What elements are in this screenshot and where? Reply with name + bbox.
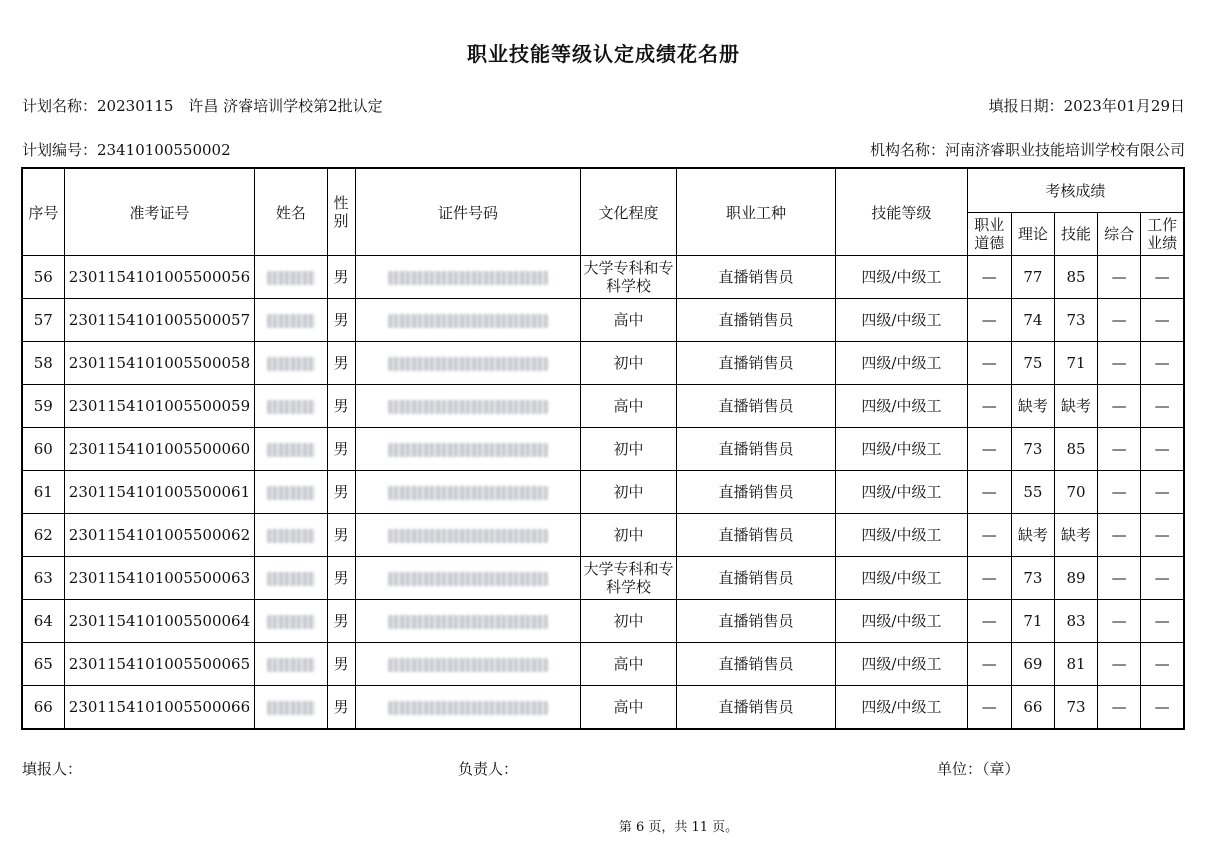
cell-education: 大学专科和专科学校 <box>581 256 676 299</box>
cell-level: 四级/中级工 <box>836 299 967 342</box>
redacted-name-cell <box>255 600 327 643</box>
cell-education: 高中 <box>581 385 676 428</box>
cell-gender: 男 <box>327 557 355 600</box>
table-row <box>22 428 1184 471</box>
cell-performance: — <box>1141 600 1184 643</box>
cell-education: 初中 <box>581 471 676 514</box>
cell-theory: 缺考 <box>1011 385 1054 428</box>
cell-education: 初中 <box>581 342 676 385</box>
cell-ticket: 2301154101005500058 <box>64 342 255 385</box>
cell-education: 初中 <box>581 600 676 643</box>
redacted-id-cell <box>355 600 581 643</box>
cell-level: 四级/中级工 <box>836 514 967 557</box>
cell-occupation: 直播销售员 <box>676 428 836 471</box>
cell-level: 四级/中级工 <box>836 557 967 600</box>
cell-performance: — <box>1141 686 1184 730</box>
cell-gender: 男 <box>327 428 355 471</box>
cell-theory: 69 <box>1011 643 1054 686</box>
cell-ethics: — <box>967 342 1011 385</box>
redacted-id-cell <box>355 256 581 299</box>
cell-overall: — <box>1098 471 1141 514</box>
org-value: 河南济睿职业技能培训学校有限公司 <box>944 141 1185 159</box>
cell-occupation: 直播销售员 <box>676 471 836 514</box>
cell-theory: 75 <box>1011 342 1054 385</box>
redaction-blur <box>388 529 548 543</box>
cell-skill: 85 <box>1054 256 1097 299</box>
redaction-blur <box>388 615 548 629</box>
redacted-name-cell <box>255 514 327 557</box>
cell-gender: 男 <box>327 600 355 643</box>
redacted-name-cell <box>255 428 327 471</box>
header-scores: 考核成绩 <box>967 168 1184 213</box>
cell-theory: 55 <box>1011 471 1054 514</box>
redaction-blur <box>267 701 315 715</box>
filler-label: 填报人： <box>22 760 83 778</box>
fill-date-label: 填报日期： <box>988 97 1064 115</box>
redaction-blur <box>267 443 315 457</box>
redaction-blur <box>388 271 548 285</box>
cell-theory: 71 <box>1011 600 1054 643</box>
redacted-name-cell <box>255 342 327 385</box>
cell-ticket: 2301154101005500064 <box>64 600 255 643</box>
table-row <box>22 686 1184 730</box>
redaction-blur <box>267 400 315 414</box>
cell-overall: — <box>1098 600 1141 643</box>
cell-gender: 男 <box>327 686 355 730</box>
cell-performance: — <box>1141 514 1184 557</box>
org-line <box>870 139 1185 160</box>
cell-seq: 56 <box>22 256 64 299</box>
table-row <box>22 342 1184 385</box>
redaction-blur <box>388 400 548 414</box>
table-row <box>22 385 1184 428</box>
cell-level: 四级/中级工 <box>836 643 967 686</box>
cell-ticket: 2301154101005500063 <box>64 557 255 600</box>
cell-skill: 85 <box>1054 428 1097 471</box>
header-education: 文化程度 <box>581 168 676 256</box>
cell-ethics: — <box>967 385 1011 428</box>
redaction-blur <box>388 701 548 715</box>
header-occupation: 职业工种 <box>676 168 836 256</box>
cell-skill: 81 <box>1054 643 1097 686</box>
cell-level: 四级/中级工 <box>836 342 967 385</box>
redacted-id-cell <box>355 428 581 471</box>
cell-theory: 73 <box>1011 557 1054 600</box>
plan-name-value: 20230115 许昌 济睿培训学校第2批认定 <box>97 97 383 115</box>
cell-gender: 男 <box>327 342 355 385</box>
redacted-id-cell <box>355 643 581 686</box>
cell-seq: 66 <box>22 686 64 730</box>
cell-ethics: — <box>967 514 1011 557</box>
redaction-blur <box>267 658 315 672</box>
cell-gender: 男 <box>327 385 355 428</box>
redaction-blur <box>388 314 548 328</box>
cell-theory: 缺考 <box>1011 514 1054 557</box>
plan-no-value: 23410100550002 <box>97 141 231 159</box>
cell-seq: 58 <box>22 342 64 385</box>
cell-performance: — <box>1141 299 1184 342</box>
table-row <box>22 299 1184 342</box>
cell-seq: 63 <box>22 557 64 600</box>
cell-overall: — <box>1098 428 1141 471</box>
redacted-id-cell <box>355 514 581 557</box>
roster-body <box>22 256 1184 730</box>
redacted-name-cell <box>255 299 327 342</box>
cell-theory: 74 <box>1011 299 1054 342</box>
cell-occupation: 直播销售员 <box>676 557 836 600</box>
table-row <box>22 557 1184 600</box>
header-overall: 综合 <box>1098 213 1141 256</box>
cell-overall: — <box>1098 385 1141 428</box>
cell-overall: — <box>1098 342 1141 385</box>
plan-name-label: 计划名称： <box>22 97 98 115</box>
redaction-blur <box>388 357 548 371</box>
cell-ticket: 2301154101005500060 <box>64 428 255 471</box>
cell-occupation: 直播销售员 <box>676 342 836 385</box>
cell-seq: 60 <box>22 428 64 471</box>
redaction-blur <box>267 572 315 586</box>
table-row <box>22 514 1184 557</box>
cell-seq: 61 <box>22 471 64 514</box>
cell-ticket: 2301154101005500066 <box>64 686 255 730</box>
cell-ethics: — <box>967 557 1011 600</box>
cell-education: 高中 <box>581 643 676 686</box>
cell-ethics: — <box>967 686 1011 730</box>
redacted-id-cell <box>355 686 581 730</box>
cell-level: 四级/中级工 <box>836 600 967 643</box>
redacted-name-cell <box>255 643 327 686</box>
redaction-blur <box>388 443 548 457</box>
cell-seq: 57 <box>22 299 64 342</box>
redacted-name-cell <box>255 385 327 428</box>
cell-skill: 70 <box>1054 471 1097 514</box>
cell-education: 大学专科和专科学校 <box>581 557 676 600</box>
cell-skill: 缺考 <box>1054 385 1097 428</box>
redacted-name-cell <box>255 686 327 730</box>
cell-ticket: 2301154101005500056 <box>64 256 255 299</box>
cell-education: 初中 <box>581 428 676 471</box>
cell-theory: 77 <box>1011 256 1054 299</box>
cell-performance: — <box>1141 256 1184 299</box>
header-gender: 性别 <box>327 168 355 256</box>
redacted-id-cell <box>355 385 581 428</box>
redaction-blur <box>388 572 548 586</box>
document-title: 职业技能等级认定成绩花名册 <box>467 42 740 66</box>
fill-date-line <box>989 95 1185 116</box>
org-label: 机构名称： <box>869 141 945 159</box>
cell-gender: 男 <box>327 643 355 686</box>
cell-occupation: 直播销售员 <box>676 643 836 686</box>
fill-date-value: 2023年01月29日 <box>1063 97 1185 115</box>
cell-level: 四级/中级工 <box>836 471 967 514</box>
cell-theory: 66 <box>1011 686 1054 730</box>
cell-occupation: 直播销售员 <box>676 299 836 342</box>
redaction-blur <box>267 615 315 629</box>
redaction-blur <box>388 486 548 500</box>
redacted-id-cell <box>355 342 581 385</box>
cell-overall: — <box>1098 557 1141 600</box>
header-theory: 理论 <box>1011 213 1054 256</box>
cell-ethics: — <box>967 299 1011 342</box>
table-row <box>22 600 1184 643</box>
cell-overall: — <box>1098 256 1141 299</box>
cell-skill: 83 <box>1054 600 1097 643</box>
table-row <box>22 471 1184 514</box>
cell-level: 四级/中级工 <box>836 256 967 299</box>
redacted-name-cell <box>255 557 327 600</box>
header-performance: 工作业绩 <box>1141 213 1184 256</box>
redaction-blur <box>267 271 315 285</box>
cell-performance: — <box>1141 643 1184 686</box>
redacted-id-cell <box>355 471 581 514</box>
cell-skill: 73 <box>1054 299 1097 342</box>
cell-level: 四级/中级工 <box>836 428 967 471</box>
cell-education: 初中 <box>581 514 676 557</box>
table-row <box>22 643 1184 686</box>
cell-occupation: 直播销售员 <box>676 514 836 557</box>
redacted-name-cell <box>255 256 327 299</box>
plan-no-line <box>22 139 231 160</box>
cell-education: 高中 <box>581 299 676 342</box>
redaction-blur <box>388 658 548 672</box>
redacted-id-cell <box>355 299 581 342</box>
cell-seq: 62 <box>22 514 64 557</box>
cell-seq: 65 <box>22 643 64 686</box>
redacted-name-cell <box>255 471 327 514</box>
cell-gender: 男 <box>327 299 355 342</box>
cell-ticket: 2301154101005500062 <box>64 514 255 557</box>
header-ethics: 职业道德 <box>967 213 1011 256</box>
cell-ethics: — <box>967 600 1011 643</box>
cell-gender: 男 <box>327 256 355 299</box>
cell-overall: — <box>1098 514 1141 557</box>
header-id-no: 证件号码 <box>355 168 581 256</box>
cell-ticket: 2301154101005500057 <box>64 299 255 342</box>
redaction-blur <box>267 314 315 328</box>
cell-performance: — <box>1141 385 1184 428</box>
cell-education: 高中 <box>581 686 676 730</box>
cell-skill: 89 <box>1054 557 1097 600</box>
plan-name-line <box>22 95 383 116</box>
redacted-id-cell <box>355 557 581 600</box>
cell-occupation: 直播销售员 <box>676 600 836 643</box>
cell-overall: — <box>1098 643 1141 686</box>
cell-ethics: — <box>967 256 1011 299</box>
cell-seq: 64 <box>22 600 64 643</box>
cell-ethics: — <box>967 471 1011 514</box>
cell-ticket: 2301154101005500065 <box>64 643 255 686</box>
cell-performance: — <box>1141 342 1184 385</box>
redaction-blur <box>267 486 315 500</box>
header-seq: 序号 <box>22 168 64 256</box>
header-level: 技能等级 <box>836 168 967 256</box>
cell-theory: 73 <box>1011 428 1054 471</box>
page-info: 第 6 页，共 11 页。 <box>618 820 739 835</box>
responsible-label: 负责人： <box>458 760 519 778</box>
table-row <box>22 256 1184 299</box>
cell-ticket: 2301154101005500059 <box>64 385 255 428</box>
cell-gender: 男 <box>327 471 355 514</box>
redaction-blur <box>267 357 315 371</box>
cell-skill: 缺考 <box>1054 514 1097 557</box>
cell-ticket: 2301154101005500061 <box>64 471 255 514</box>
cell-level: 四级/中级工 <box>836 385 967 428</box>
cell-occupation: 直播销售员 <box>676 256 836 299</box>
header-skill: 技能 <box>1054 213 1097 256</box>
redaction-blur <box>267 529 315 543</box>
unit-seal-label: 单位：（章） <box>937 760 1020 778</box>
plan-no-label: 计划编号： <box>22 141 98 159</box>
cell-skill: 71 <box>1054 342 1097 385</box>
cell-performance: — <box>1141 471 1184 514</box>
cell-performance: — <box>1141 428 1184 471</box>
cell-occupation: 直播销售员 <box>676 686 836 730</box>
cell-seq: 59 <box>22 385 64 428</box>
cell-overall: — <box>1098 686 1141 730</box>
cell-level: 四级/中级工 <box>836 686 967 730</box>
cell-gender: 男 <box>327 514 355 557</box>
cell-occupation: 直播销售员 <box>676 385 836 428</box>
cell-overall: — <box>1098 299 1141 342</box>
header-name: 姓名 <box>255 168 327 256</box>
score-roster-table <box>21 167 1185 730</box>
cell-ethics: — <box>967 428 1011 471</box>
cell-ethics: — <box>967 643 1011 686</box>
cell-skill: 73 <box>1054 686 1097 730</box>
header-ticket: 准考证号 <box>64 168 255 256</box>
cell-performance: — <box>1141 557 1184 600</box>
